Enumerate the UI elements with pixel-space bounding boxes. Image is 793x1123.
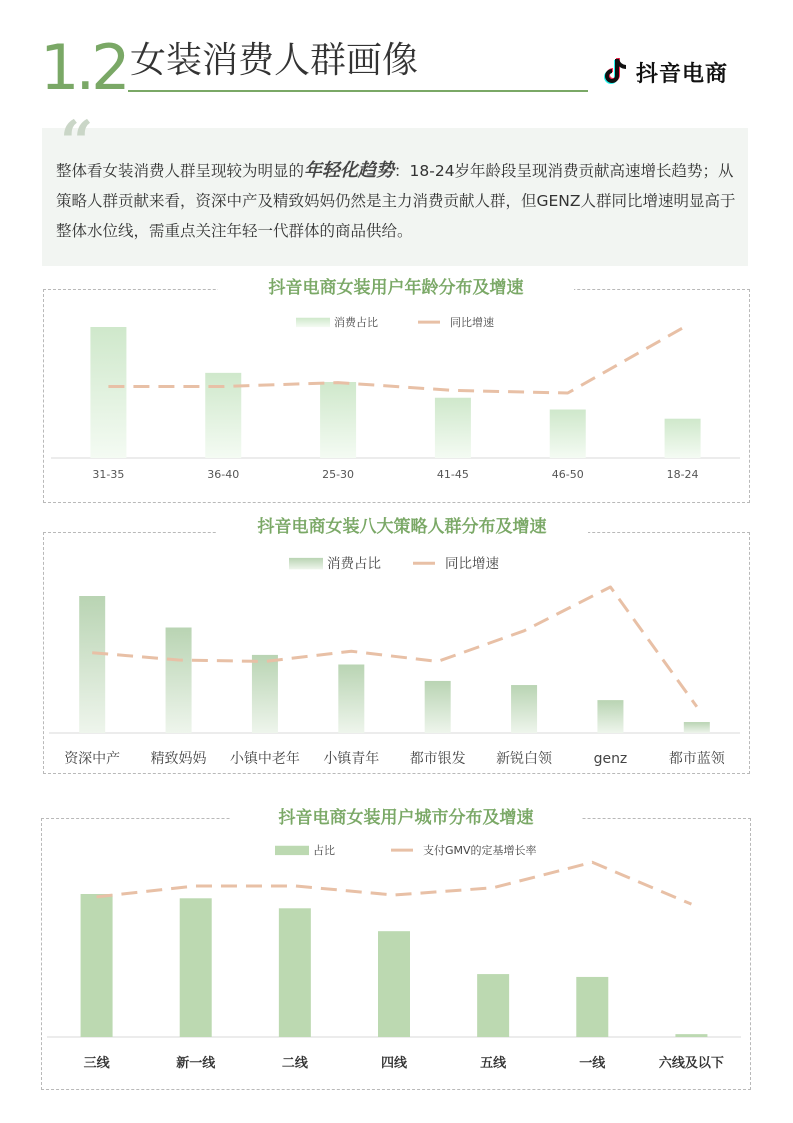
x-tick-label: 41-45 [436, 468, 469, 481]
bar-新锐白领 [511, 685, 537, 733]
age-chart-title: 抖音电商女装用户年龄分布及增速 [218, 276, 574, 300]
legend-line-label: 支付GMV的定基增长率 [423, 844, 537, 857]
x-tick-label: 二线 [281, 1056, 308, 1071]
x-tick-label: 小镇青年 [323, 751, 380, 767]
bar-41-45 [435, 398, 471, 458]
bar-小镇青年 [338, 665, 364, 734]
bar-三线 [81, 894, 113, 1037]
x-tick-label: 31-35 [92, 468, 125, 481]
legend-bar-label: 消费占比 [327, 556, 381, 572]
x-tick-label: 三线 [83, 1056, 110, 1071]
tiktok-note-icon [604, 57, 630, 87]
x-tick-label: 46-50 [551, 468, 584, 481]
bar-二线 [279, 908, 311, 1037]
bar-18-24 [665, 419, 701, 458]
logo-text: 抖音电商 [636, 61, 729, 87]
bar-都市蓝领 [684, 722, 710, 733]
bar-genz [597, 700, 623, 733]
quote-mark-icon: “ [60, 108, 94, 176]
legend-bar-swatch [296, 318, 330, 327]
summary-text-before: 整体看女装消费人群呈现较为明显的 [56, 162, 305, 180]
x-tick-label: 18-24 [666, 468, 699, 481]
growth-line [97, 862, 692, 904]
x-tick-label: 新一线 [176, 1056, 216, 1071]
x-tick-label: 都市蓝领 [668, 751, 725, 767]
bar-资深中产 [79, 596, 105, 733]
bar-五线 [477, 974, 509, 1037]
city-chart-title: 抖音电商女装用户城市分布及增速 [230, 806, 582, 830]
title-underline [128, 90, 588, 92]
x-tick-label: 都市银发 [409, 751, 466, 767]
x-tick-label: 五线 [480, 1056, 507, 1071]
x-tick-label: 精致妈妈 [150, 751, 207, 767]
city-chart [41, 830, 749, 1086]
bar-六线及以下 [675, 1034, 707, 1037]
bar-都市银发 [425, 681, 451, 733]
summary-text [56, 156, 746, 246]
age-chart [43, 300, 748, 500]
x-tick-label: 六线及以下 [658, 1056, 724, 1071]
legend-line-label: 同比增速 [450, 316, 494, 329]
x-tick-label: 新锐白领 [496, 751, 553, 767]
segment-chart [43, 545, 748, 771]
growth-line [108, 328, 682, 393]
legend-bar-swatch [275, 846, 309, 855]
x-tick-label: 36-40 [207, 468, 240, 481]
legend-bar-label: 消费占比 [334, 316, 378, 329]
x-tick-label: 小镇中老年 [229, 751, 300, 767]
x-tick-label: 资深中产 [64, 751, 121, 767]
bar-25-30 [320, 382, 356, 458]
bar-一线 [576, 977, 608, 1037]
x-tick-label: 25-30 [322, 468, 355, 481]
legend-bar-swatch [289, 558, 323, 569]
bar-46-50 [550, 410, 586, 458]
bar-四线 [378, 931, 410, 1037]
section-title: 女装消费人群画像 [130, 40, 419, 81]
bar-新一线 [180, 898, 212, 1037]
douyin-logo [604, 56, 728, 88]
section-number: 1.2 [40, 31, 127, 104]
x-tick-label: 四线 [380, 1056, 408, 1071]
bar-31-35 [90, 327, 126, 458]
legend-line-label: 同比增速 [445, 556, 499, 572]
bar-精致妈妈 [166, 628, 192, 733]
bar-小镇中老年 [252, 655, 278, 733]
legend-bar-label: 占比 [313, 844, 335, 857]
x-tick-label: 一线 [579, 1056, 606, 1071]
x-tick-label: genz [593, 751, 628, 767]
segment-chart-title: 抖音电商女装八大策略人群分布及增速 [216, 515, 588, 539]
summary-highlight: 年轻化趋势 [304, 160, 395, 181]
summary-text-after: ：18-24岁年龄段呈现消费贡献高速增长趋势；从策略人群贡献来看，资深中产及精致妈妈仍然是主力消费贡献人群，但GENZ人群同比增速明显高于整体水位线，需重点关注年轻一代群体的商品供给。 [56, 162, 736, 240]
